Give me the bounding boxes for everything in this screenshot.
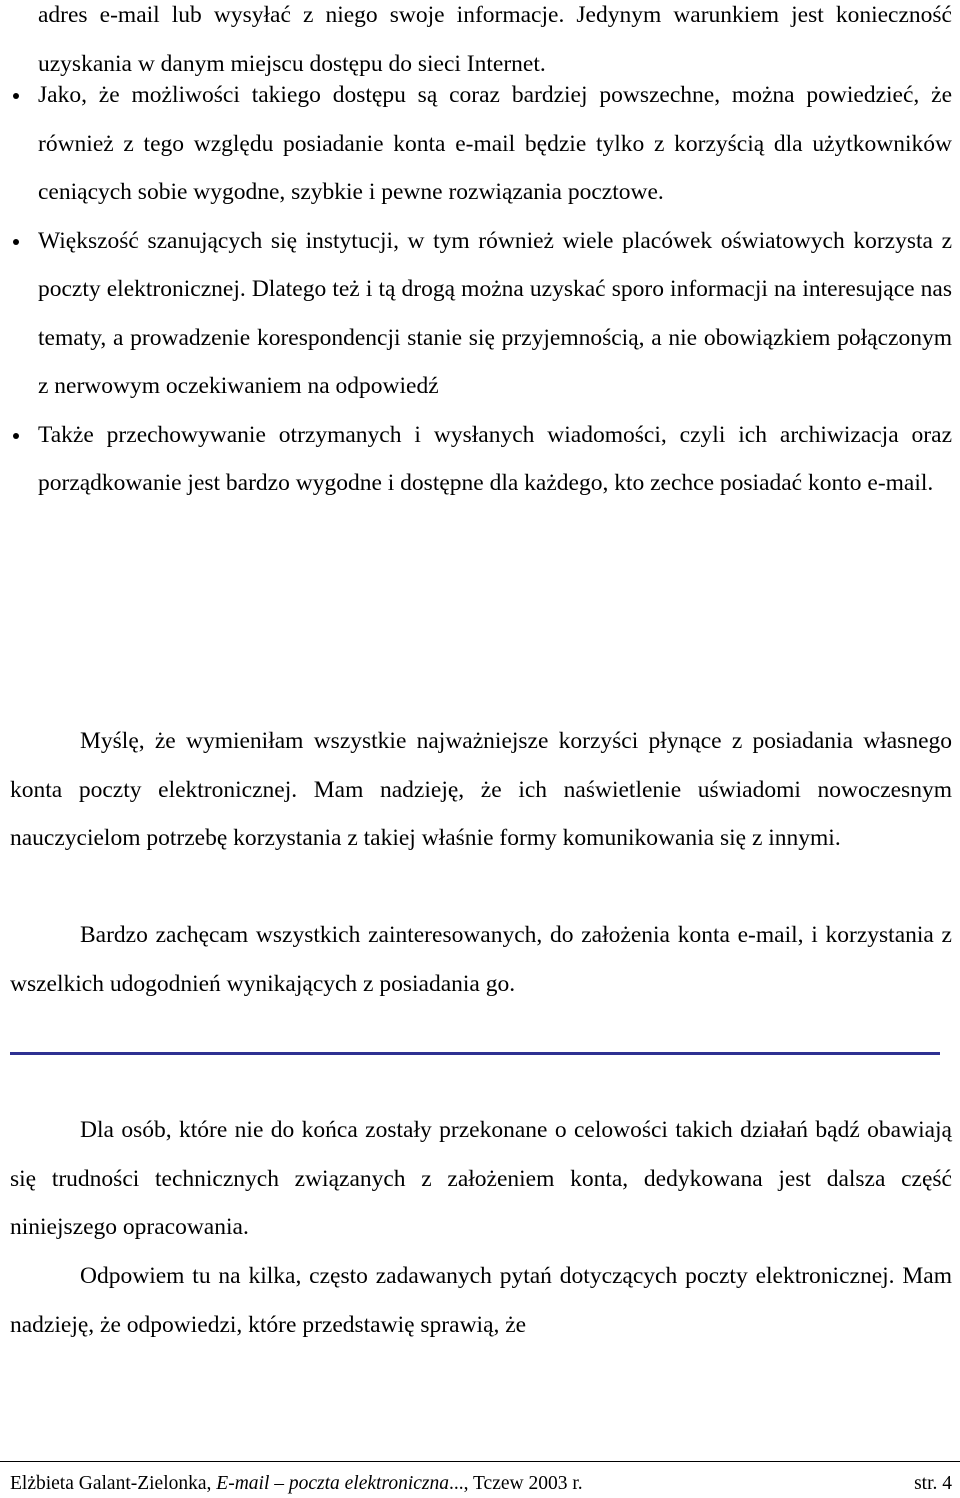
page-number [914,1470,952,1498]
list-item-text: Jako, że możliwości takiego dostępu są coraz bardziej powszechne, można powiedzieć, że również z tego względu posiadanie konta e-mail będzie tylko z korzyścią dla użytkowników ceniących sobie wygodne, szybkie i pewne rozwiązania pocztowe. [38,82,952,205]
footer-citation [10,1470,583,1498]
section-divider [10,1052,940,1055]
page-number-value: 4 [942,1473,952,1494]
continuation-paragraph: adres e-mail lub wysyłać z niego swoje informacje. Jedynym warunkiem jest konieczność uzyskania w danym miejscu dostępu do sieci Internet. [38,2,952,77]
list-item-text: Większość szanujących się instytucji, w tym również wiele placówek oświatowych korzysta z poczty elektronicznej. Dlatego też i tą drogą można uzyskać sporo informacji na interesujące nas tematy, a prowadzenie korespondencji stanie się przyjemnością, a nie obowiązkiem połączonym z nerwowym oczekiwaniem na odpowiedź [38,227,952,399]
footer-title: E-mail – poczta elektroniczna [216,1473,449,1494]
page-footer [10,1470,952,1498]
questions-paragraph: Odpowiem tu na kilka, często zadawanych pytań dotyczących poczty elektronicznej. Mam nadzieję, że odpowiedzi, które przedstawię sprawią, że [10,1263,952,1338]
encouragement-paragraph: Bardzo zachęcam wszystkich zainteresowanych, do założenia konta e-mail, i korzystania z wszelkich udogodnień wynikających z posiadania go. [10,922,952,997]
intro-paragraph: Dla osób, które nie do końca zostały przekonane o celowości takich działań bądź obawiają się trudności technicznych związanych z założeniem konta, dedykowana jest dalsza część niniejszego opracowania. [10,1117,952,1240]
summary-paragraph: Myślę, że wymieniłam wszystkie najważniejsze korzyści płynące z posiadania własnego konta poczty elektronicznej. Mam nadzieję, że ich naświetlenie uświadomi nowoczesnym nauczycielom potrzebę korzystania z takiej właśnie formy komunikowania się z innymi. [10,728,952,851]
list-item [38,411,952,508]
benefits-list [38,71,952,508]
footer-place-date: ..., Tczew 2003 r. [448,1473,583,1494]
page-label: str. [914,1473,943,1494]
footer-author: Elżbieta Galant-Zielonka, [10,1473,217,1494]
list-item [38,217,952,411]
footer-divider [0,1461,960,1462]
list-item-text: Także przechowywanie otrzymanych i wysłanych wiadomości, czyli ich archiwizacja oraz porządkowanie jest bardzo wygodne i dostępne dla każdego, kto zechce posiadać konto e-mail. [38,421,952,496]
list-item [38,71,952,217]
